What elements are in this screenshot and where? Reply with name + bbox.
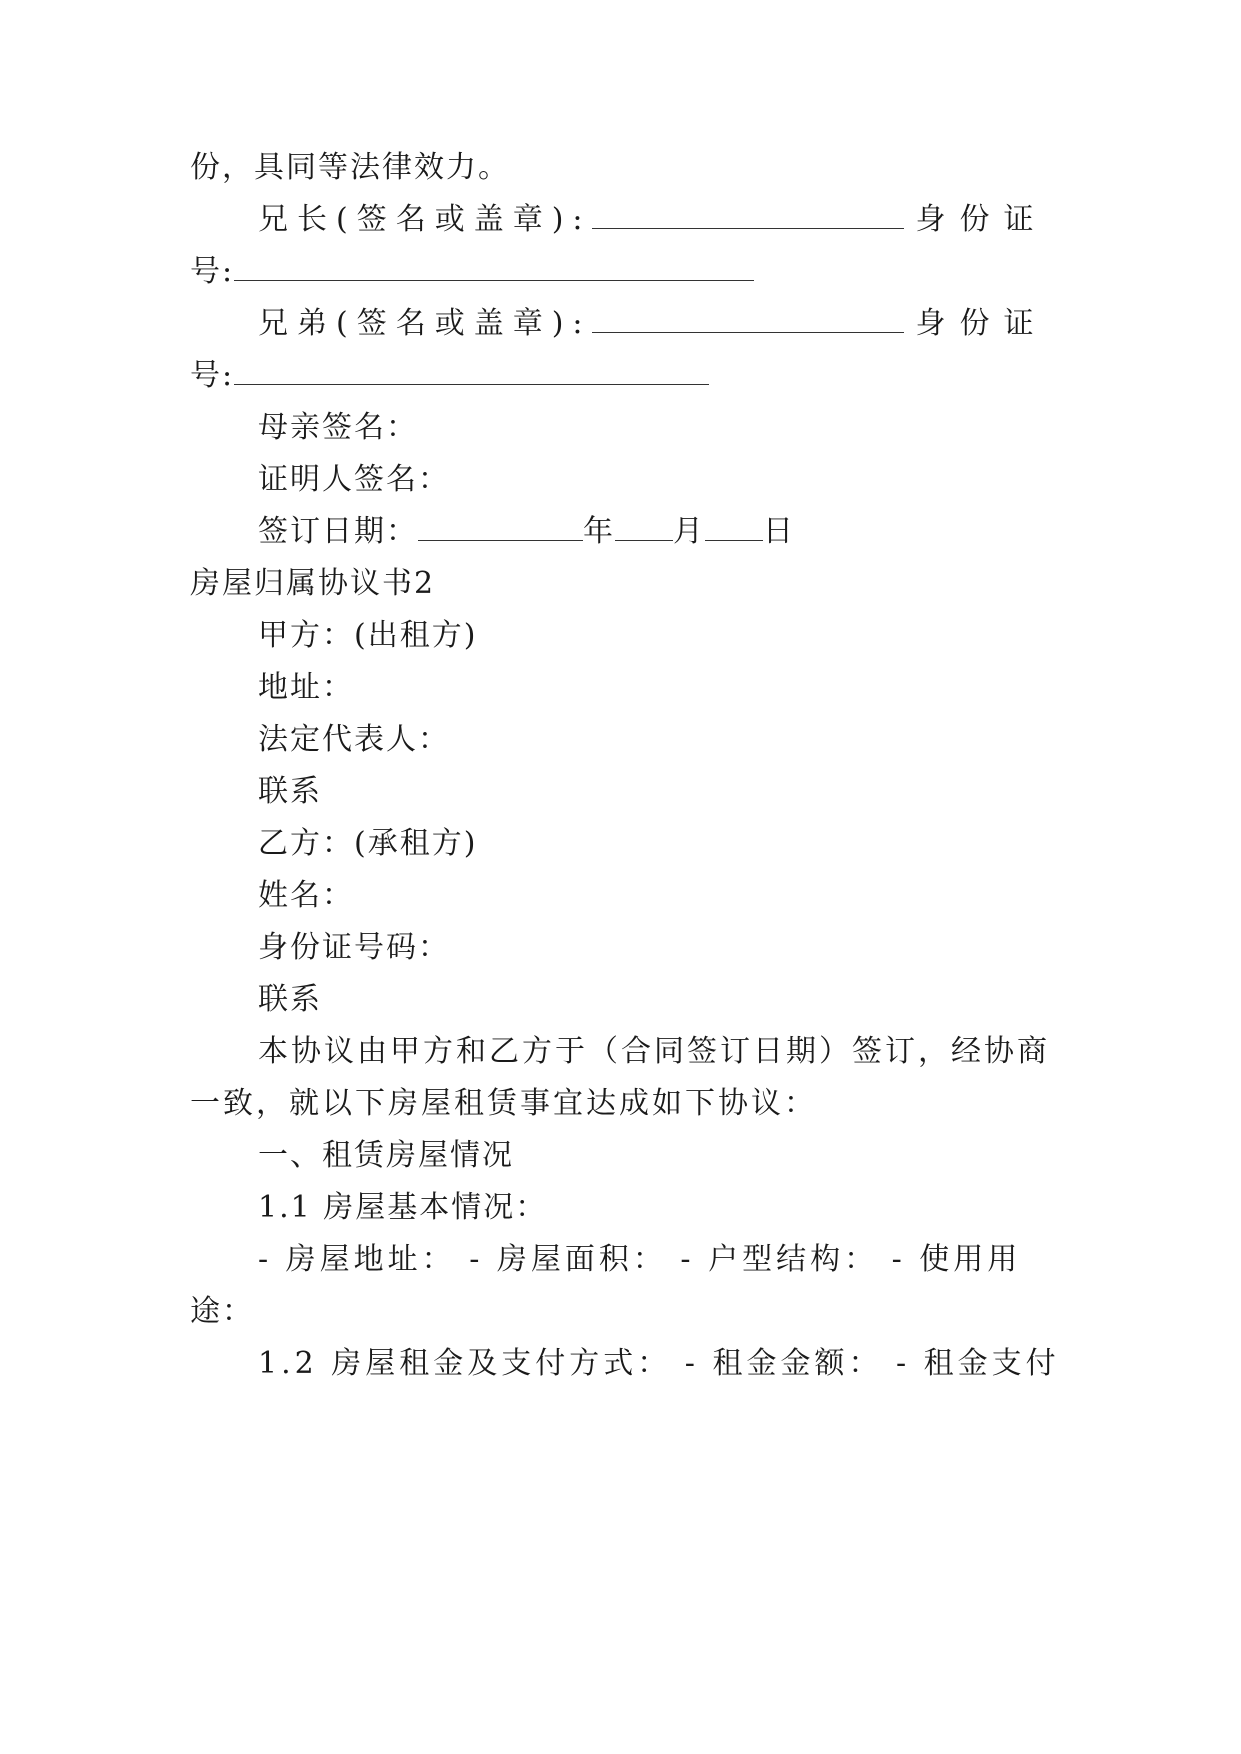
- signature-blank[interactable]: [592, 306, 904, 333]
- legal-representative: 法定代表人：: [258, 722, 450, 757]
- signature-line-older-brother: [258, 200, 1048, 240]
- paragraph-line: 一致，就以下房屋租赁事宜达成如下协议：: [190, 1086, 817, 1121]
- witness-signature: 证明人签名：: [258, 462, 450, 497]
- id-label-part: 号:: [190, 358, 235, 393]
- paragraph-line: 本协议由甲方和乙方于（合同签订日期）签订，经协商: [258, 1034, 1050, 1069]
- id-label-part: 身份证: [915, 306, 1048, 341]
- id-blank[interactable]: [234, 358, 709, 385]
- id-blank[interactable]: [234, 254, 754, 281]
- month-blank[interactable]: [615, 514, 673, 541]
- younger-brother-label: 兄弟(签名或盖章):: [258, 306, 592, 341]
- year-blank[interactable]: [418, 514, 583, 541]
- day-label: 日: [763, 514, 795, 549]
- address: 地址：: [258, 670, 354, 705]
- id-label-part: 身份证: [915, 202, 1048, 237]
- party-b: 乙方：(承租方): [258, 826, 478, 861]
- paragraph-line: 1.2 房屋租金及支付方式： - 租金金额： - 租金支付: [258, 1346, 1060, 1381]
- year-label: 年: [583, 514, 615, 549]
- id-number: 身份证号码：: [258, 930, 450, 965]
- paragraph-line: - 房屋地址： - 房屋面积： - 户型结构： - 使用用: [258, 1242, 1022, 1277]
- mother-signature: 母亲签名：: [258, 410, 418, 445]
- signature-line-younger-brother: [258, 304, 1048, 344]
- name: 姓名：: [258, 878, 354, 913]
- signature-blank[interactable]: [592, 202, 904, 229]
- id-line-younger-brother: [190, 356, 709, 396]
- section-title: 房屋归属协议书2: [190, 566, 436, 601]
- paragraph-line: 途：: [190, 1294, 254, 1329]
- contact: 联系: [258, 982, 322, 1017]
- older-brother-label: 兄长(签名或盖章):: [258, 202, 592, 237]
- sign-date-line: [258, 512, 795, 552]
- party-a: 甲方：(出租方): [258, 618, 478, 653]
- section-heading: 一、租赁房屋情况: [258, 1138, 514, 1173]
- contact: 联系: [258, 774, 322, 809]
- id-line-older-brother: [190, 252, 754, 292]
- text-line: 份，具同等法律效力。: [190, 150, 510, 185]
- subsection-heading: 1.1 房屋基本情况：: [258, 1190, 548, 1225]
- day-blank[interactable]: [705, 514, 763, 541]
- id-label-part: 号:: [190, 254, 235, 289]
- month-label: 月: [673, 514, 705, 549]
- sign-date-label: 签订日期：: [258, 514, 418, 549]
